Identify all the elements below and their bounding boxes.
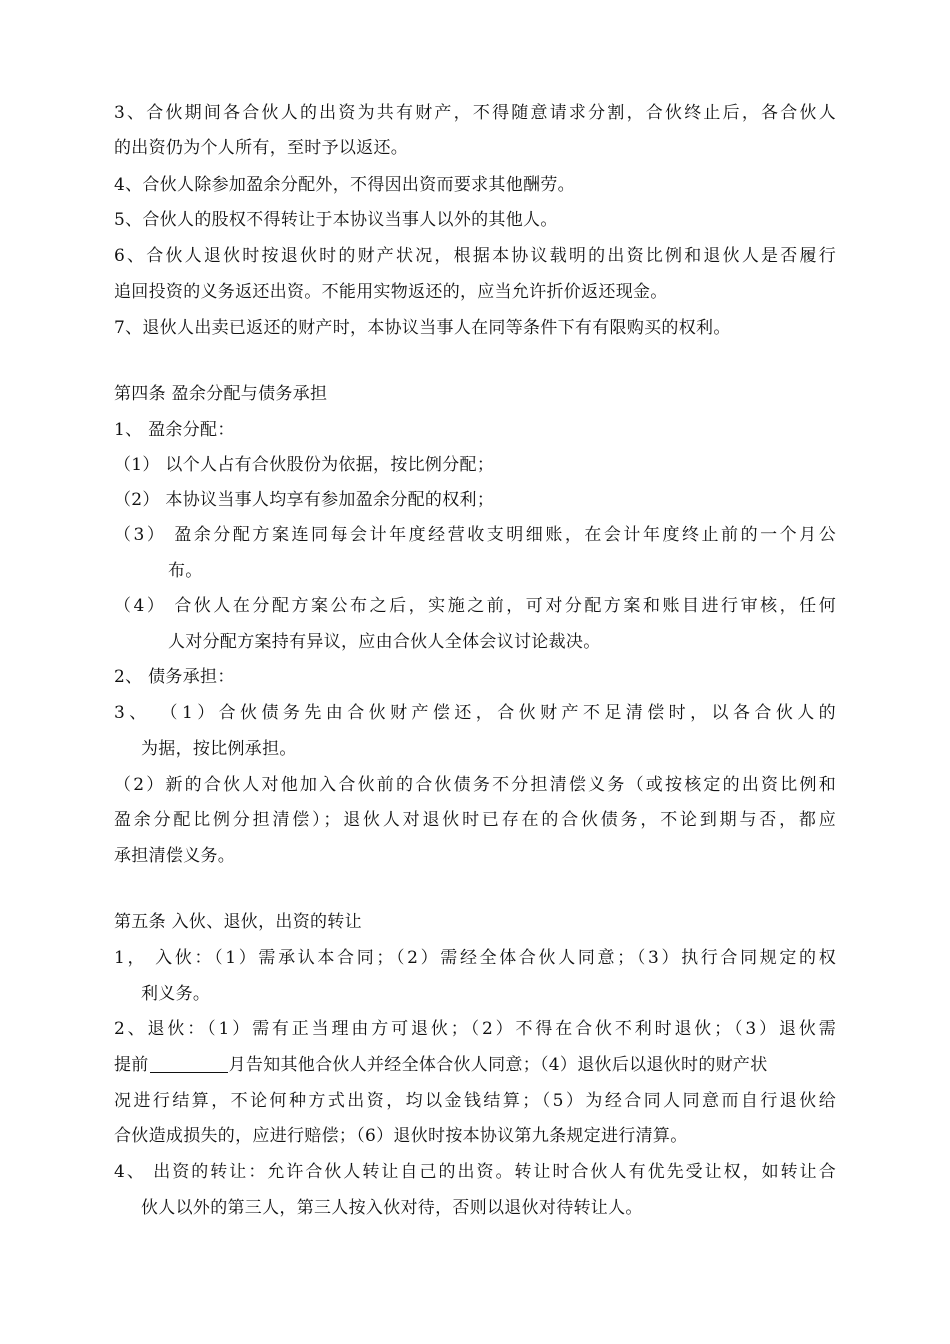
paragraph-line: 的出资仍为个人所有，至时予以返还。 [114, 138, 409, 158]
fill-in-blank [150, 1056, 228, 1073]
line-text: 提前 [114, 1055, 149, 1075]
paragraph-line: 况进行结算，不论何种方式出资，均以金钱结算；（5）为经合同人同意而自行退伙给 [114, 1091, 836, 1111]
paragraph-line: 承担清偿义务。 [114, 846, 236, 866]
list-item: 2、 债务承担： [114, 667, 235, 687]
paragraph-line: 4、合伙人除参加盈余分配外，不得因出资而要求其他酬劳。 [114, 175, 575, 195]
paragraph-line: 3、合伙期间各合伙人的出资为共有财产，不得随意请求分割，合伙终止后，各合伙人 [114, 103, 836, 123]
list-item-continued: 布。 [168, 561, 203, 581]
paragraph-line [114, 1053, 836, 1077]
section-heading: 第五条 入伙、退伙，出资的转让 [114, 912, 362, 932]
list-item: 3、 （1）合伙债务先由合伙财产偿还，合伙财产不足清偿时，以各合伙人的 [114, 703, 836, 723]
list-item-continued: 为据，按比例承担。 [141, 739, 297, 759]
paragraph-line: 合伙造成损失的，应进行赔偿；（6）退伙时按本协议第九条规定进行清算。 [114, 1126, 688, 1146]
paragraph-line: （2）新的合伙人对他加入合伙前的合伙债务不分担清偿义务（或按核定的出资比例和 [114, 775, 836, 795]
list-item: （3） 盈余分配方案连同每会计年度经营收支明细账，在会计年度终止前的一个月公 [114, 525, 836, 545]
list-item-continued: 利义务。 [141, 984, 211, 1004]
paragraph-line: 7、退伙人出卖已返还的财产时，本协议当事人在同等条件下有有限购买的权利。 [114, 318, 731, 338]
list-item: （1） 以个人占有合伙股份为依据，按比例分配； [114, 455, 495, 475]
list-item: （4） 合伙人在分配方案公布之后，实施之前，可对分配方案和账目进行审核，任何 [114, 596, 836, 616]
paragraph-line: 追回投资的义务返还出资。不能用实物返还的，应当允许折价返还现金。 [114, 282, 668, 302]
list-item: 2、退伙：（1）需有正当理由方可退伙；（2）不得在合伙不利时退伙；（3）退伙需 [114, 1019, 836, 1039]
list-item: 4、 出资的转让：允许合伙人转让自己的出资。转让时合伙人有优先受让权，如转让合 [114, 1162, 836, 1182]
list-item: 1， 入伙：（1）需承认本合同；（2）需经全体合伙人同意；（3）执行合同规定的权 [114, 948, 836, 968]
paragraph-line: 盈余分配比例分担清偿）；退伙人对退伙时已存在的合伙债务，不论到期与否，都应 [114, 810, 836, 830]
paragraph-line: 5、合伙人的股权不得转让于本协议当事人以外的其他人。 [114, 210, 558, 230]
paragraph-line: 6、合伙人退伙时按退伙时的财产状况，根据本协议载明的出资比例和退伙人是否履行 [114, 246, 836, 266]
list-item-continued: 伙人以外的第三人，第三人按入伙对待，否则以退伙对待转让人。 [141, 1198, 643, 1218]
list-item: 1、 盈余分配： [114, 420, 235, 440]
section-heading: 第四条 盈余分配与债务承担 [114, 384, 328, 404]
list-item: （2） 本协议当事人均享有参加盈余分配的权利； [114, 490, 495, 510]
list-item-continued: 人对分配方案持有异议，应由合伙人全体会议讨论裁决。 [168, 632, 601, 652]
line-text: 月告知其他合伙人并经全体合伙人同意；（4）退伙后以退伙时的财产状 [228, 1055, 768, 1075]
